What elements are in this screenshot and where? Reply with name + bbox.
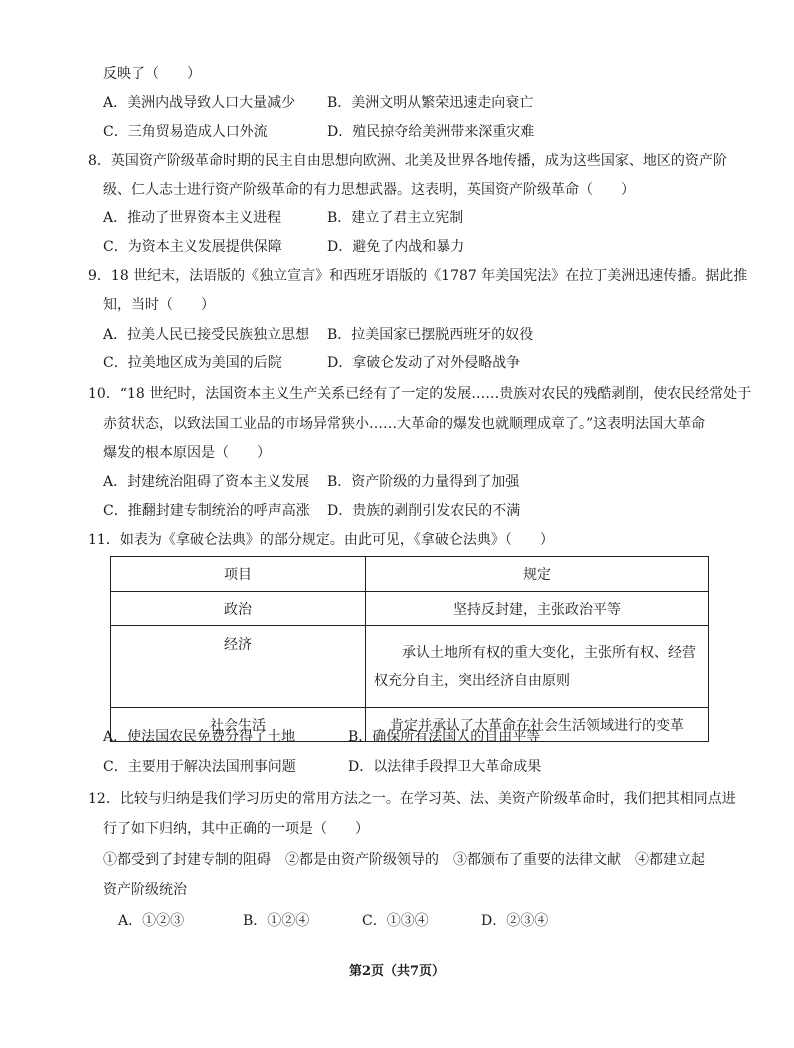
q8-option-b: B．建立了君主立宪制	[327, 210, 464, 226]
table-cell-provision: 肯定并承认了大革命在社会生活领域进行的变革	[366, 708, 709, 742]
q12-option-b: B．①②④	[243, 913, 310, 929]
q11-stem: 11．如表为《拿破仑法典》的部分规定。由此可见，《拿破仑法典》（ ）	[88, 532, 554, 548]
q11-option-c: C．主要用于解决法国刑事问题	[103, 759, 296, 775]
q9-option-d: D．拿破仑发动了对外侵略战争	[327, 355, 521, 371]
q10-option-c: C．推翻封建专制统治的呼声高涨	[103, 503, 310, 519]
q10-stem-line2: 赤贫状态，以致法国工业品的市场异常狭小……大革命的爆发也就顺理成章了。”这表明法国大革命	[103, 416, 706, 432]
q12-option-a: A．①②③	[118, 913, 185, 929]
table-cell-item: 政治	[111, 592, 366, 626]
q7-option-a: A．美洲内战导致人口大量减少	[103, 95, 296, 111]
q9-option-a: A．拉美人民已接受民族独立思想	[103, 327, 310, 343]
q8-stem-line1: 8．英国资产阶级革命时期的民主自由思想向欧洲、北美及世界各地传播，成为这些国家、地区的资产阶	[88, 153, 727, 169]
q8-option-d: D．避免了内战和暴力	[327, 239, 465, 255]
q7-option-c: C．三角贸易造成人口外流	[103, 124, 268, 140]
q12-stem-line3: ①都受到了封建专制的阻碍 ②都是由资产阶级领导的 ③都颁布了重要的法律文献 ④都建立起	[103, 852, 705, 868]
q11-option-b: B．确保所有法国人的自由平等	[348, 729, 541, 745]
q12-stem-line1: 12．比较与归纳是我们学习历史的常用方法之一。在学习英、法、美资产阶级革命时，我们把其相同点进	[88, 791, 736, 807]
q12-stem-line2: 行了如下归纳，其中正确的一项是（ ）	[103, 821, 369, 837]
q9-option-c: C．拉美地区成为美国的后院	[103, 355, 282, 371]
table-header-provision: 规定	[366, 557, 709, 592]
q11-option-a: A．使法国农民免费分得了土地	[103, 729, 296, 745]
q12-option-d: D．②③④	[481, 913, 549, 929]
table-cell-provision: 承认土地所有权的重大变化，主张所有权、经营权充分自主，突出经济自由原则	[366, 626, 709, 708]
q7-stem-tail: 反映了（ ）	[103, 66, 201, 82]
table-row	[111, 592, 709, 626]
q9-stem-line1: 9．18 世纪末，法语版的《独立宣言》和西班牙语版的《1787 年美国宪法》在拉丁美洲迅速传播。据此推	[88, 268, 748, 284]
q10-stem-line1: 10．“18 世纪时，法国资本主义生产关系已经有了一定的发展……贵族对农民的残酷剥削，使农民经常处于	[88, 386, 752, 402]
q8-option-a: A．推动了世界资本主义进程	[103, 210, 282, 226]
q7-option-d: D．殖民掠夺给美洲带来深重灾难	[327, 124, 535, 140]
page-number: 第2页（共7页）	[348, 964, 446, 979]
q10-option-a: A．封建统治阻碍了资本主义发展	[103, 474, 310, 490]
table-header-row	[111, 557, 709, 592]
q10-option-b: B．资产阶级的力量得到了加强	[327, 474, 520, 490]
q10-stem-line3: 爆发的根本原因是（ ）	[103, 445, 271, 461]
q9-stem-line2: 知，当时（ ）	[103, 297, 215, 313]
q11-option-d: D．以法律手段捍卫大革命成果	[348, 759, 542, 775]
napoleonic-code-table	[110, 556, 709, 742]
q8-stem-line2: 级、仁人志士进行资产阶级革命的有力思想武器。这表明，英国资产阶级革命（ ）	[103, 182, 635, 198]
q10-option-d: D．贵族的剥削引发农民的不满	[327, 503, 521, 519]
table-cell-item: 社会生活	[111, 708, 366, 742]
table-header-item: 项目	[111, 557, 366, 592]
table-cell-item: 经济	[111, 626, 366, 708]
table-row	[111, 626, 709, 708]
q12-option-c: C．①③④	[362, 913, 429, 929]
q9-option-b: B．拉美国家已摆脱西班牙的奴役	[327, 327, 534, 343]
q7-option-b: B．美洲文明从繁荣迅速走向衰亡	[327, 95, 534, 111]
q8-option-c: C．为资本主义发展提供保障	[103, 239, 282, 255]
table-cell-provision: 坚持反封建，主张政治平等	[366, 592, 709, 626]
q12-stem-line4: 资产阶级统治	[103, 882, 187, 898]
